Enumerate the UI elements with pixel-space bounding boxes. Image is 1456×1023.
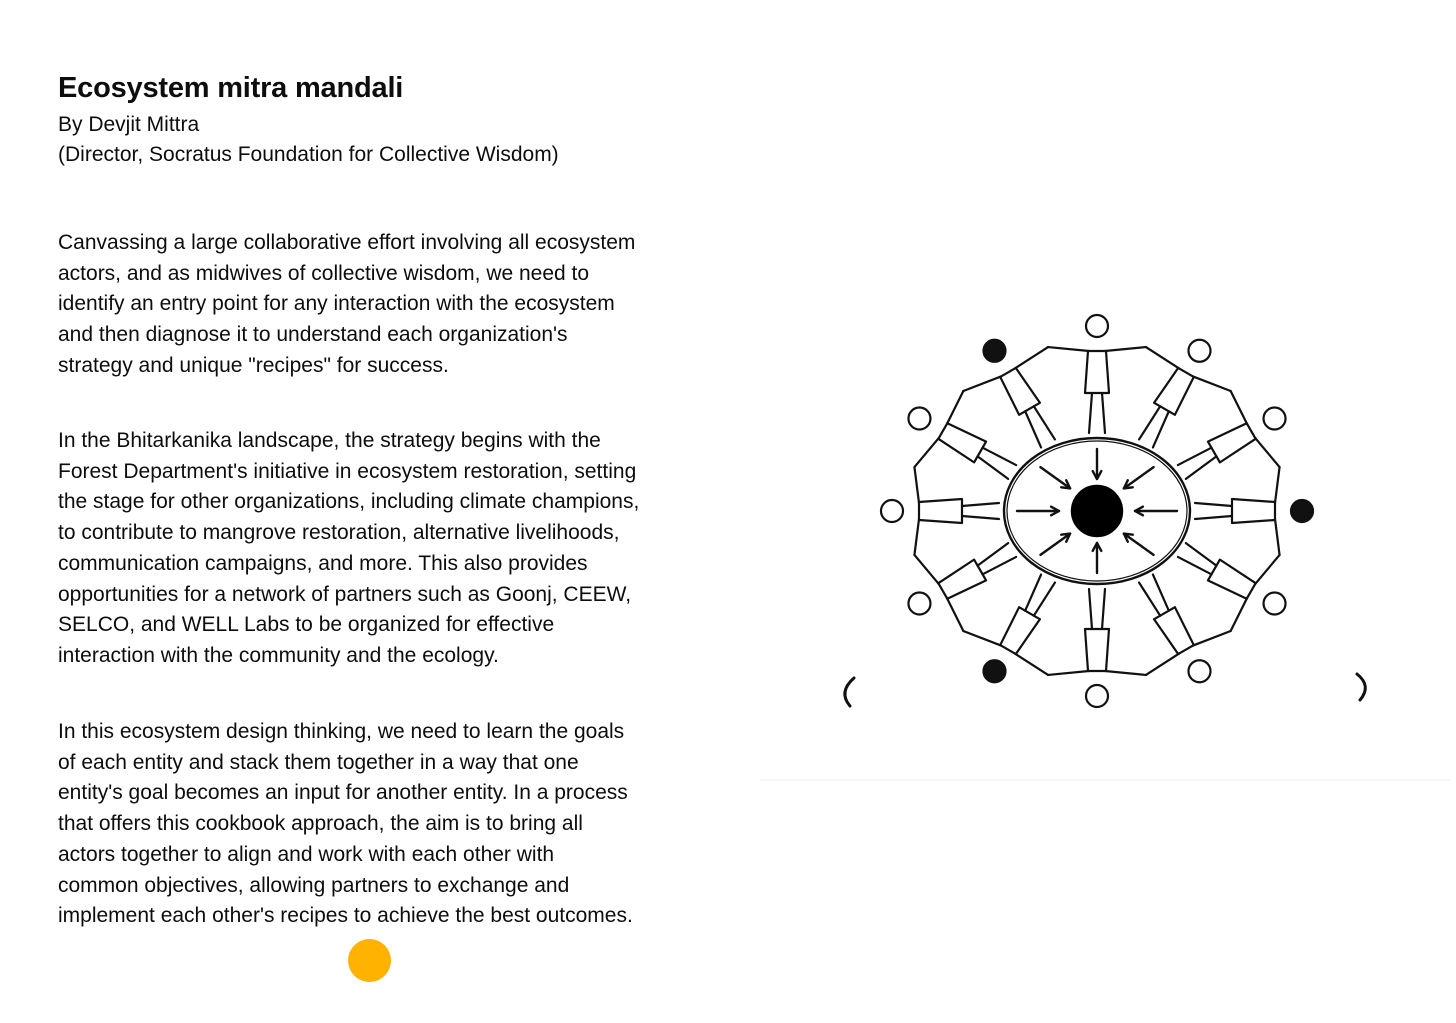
person-figure xyxy=(908,543,1016,631)
right-bracket-mark xyxy=(1357,674,1365,700)
left-bracket-mark xyxy=(845,678,854,706)
person-figure xyxy=(963,575,1055,683)
person-figure xyxy=(1048,589,1146,707)
inward-arrow xyxy=(1017,507,1059,516)
inward-arrow xyxy=(1040,467,1070,488)
article-header xyxy=(58,70,698,170)
inward-arrow xyxy=(1135,507,1177,516)
person-figure xyxy=(963,340,1055,448)
author-role: (Director, Socratus Foundation for Collective Wisdom) xyxy=(58,143,559,166)
inward-arrow xyxy=(1040,534,1070,555)
inward-arrow xyxy=(1124,534,1154,555)
person-figure xyxy=(1195,467,1313,555)
article-title: Ecosystem mitra mandali xyxy=(58,72,404,104)
center-dot xyxy=(1072,486,1122,536)
accent-dot xyxy=(348,939,391,982)
paragraph-design-thinking: In this ecosystem design thinking, we need to learn the goals of each entity and stack them together in a way that one entity's goal becomes an input for another entity. In a process that offers this cookbook approach, the aim is to bring all actors together to align and work with each other with common objectives, allowing partners to exchange and implement each other's recipes to achieve the best outcomes. xyxy=(58,720,633,928)
person-figure xyxy=(1048,315,1146,433)
person-figure xyxy=(1139,340,1231,448)
author-line: By Devjit Mittra xyxy=(58,113,200,136)
inward-arrow xyxy=(1093,449,1102,479)
illustration-divider xyxy=(760,779,1450,781)
paragraph-intro: Canvassing a large collaborative effort involving all ecosystem actors, and as midwives of collective wisdom, we need to identify an entry point for any interaction with the ecosystem and then diagnose it to understand each organization's strategy and unique "recipes" for success. xyxy=(58,231,636,377)
person-figure xyxy=(881,467,999,555)
paragraph-bhitarkanika: In the Bhitarkanika landscape, the strategy begins with the Forest Department's initiative in ecosystem restoration, setting the stage for other organizations, including climate champions, to contribute to mangrove restoration, alternative livelihoods, communication campaigns, and more. This also provides opportunities for a network of partners such as Goonj, CEEW, SELCO, and WELL Labs to be organized for effective interaction with the community and the ecology. xyxy=(58,429,640,667)
inward-arrow xyxy=(1093,543,1102,573)
person-figure xyxy=(908,391,1016,479)
person-figure xyxy=(1178,543,1286,631)
person-figure xyxy=(1139,575,1231,683)
person-figure xyxy=(1178,391,1286,479)
inward-arrow xyxy=(1124,467,1154,488)
people-circle-illustration xyxy=(760,300,1450,730)
